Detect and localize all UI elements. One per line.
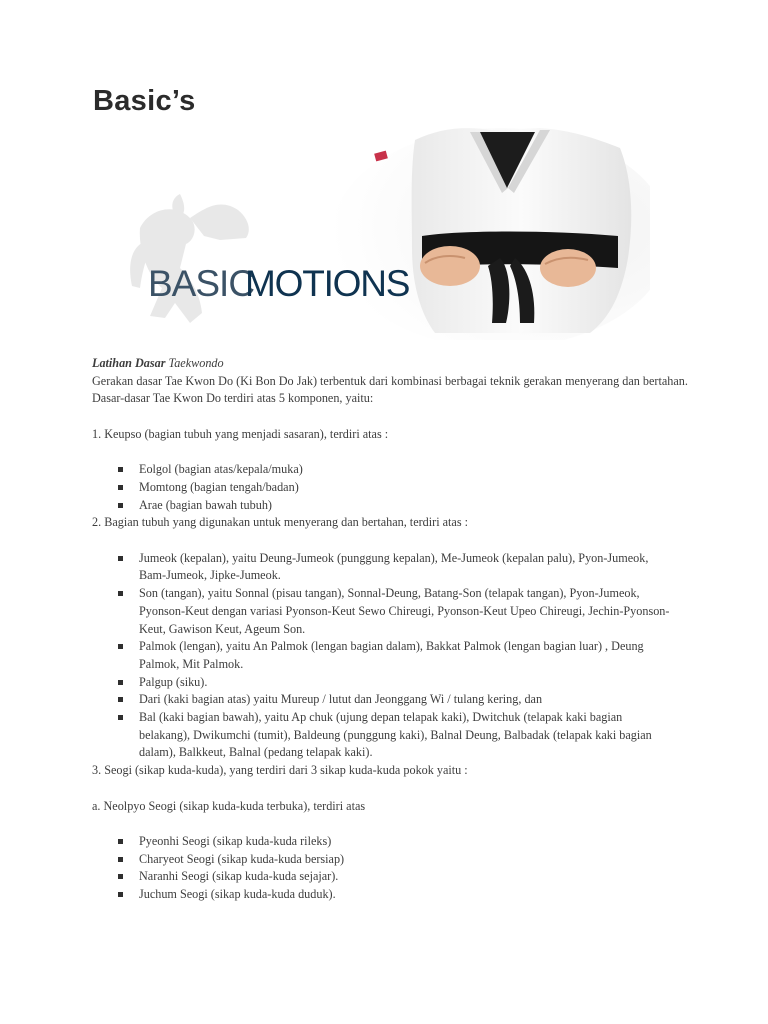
- section-heading: [92, 355, 692, 373]
- list-item: Palgup (siku).: [92, 674, 674, 692]
- page-title: Basic’s: [93, 85, 196, 117]
- point-1-list: [92, 461, 692, 514]
- banner-word-basic: BASIC: [148, 263, 255, 304]
- list-item: Juchum Seogi (sikap kuda-kuda duduk).: [92, 886, 674, 904]
- list-item: Arae (bagian bawah tubuh): [92, 497, 674, 515]
- bullet-square-icon: [118, 485, 123, 490]
- point-1: 1. Keupso (bagian tubuh yang menjadi sasaran), terdiri atas :: [92, 426, 389, 441]
- bullet-square-icon: [118, 715, 123, 720]
- point-3a: a. Neolpyo Seogi (sikap kuda-kuda terbuka), terdiri atas: [92, 798, 366, 813]
- list-item: Jumeok (kepalan), yaitu Deung-Jumeok (punggung kepalan), Me-Jumeok (kepalan palu), Pyon-Jumeok, Bam-Jumeok, Jipke-Jumeok.: [92, 550, 674, 585]
- list-item: Naranhi Seogi (sikap kuda-kuda sejajar).: [92, 868, 674, 886]
- bullet-square-icon: [118, 467, 123, 472]
- bullet-square-icon: [118, 503, 123, 508]
- list-item: Dari (kaki bagian atas) yaitu Mureup / lutut dan Jeonggang Wi / tulang kering, dan: [92, 691, 674, 709]
- bullet-square-icon: [118, 857, 123, 862]
- point-3: 3. Seogi (sikap kuda-kuda), yang terdiri dari 3 sikap kuda-kuda pokok yaitu :: [92, 763, 468, 778]
- point-2: 2. Bagian tubuh yang digunakan untuk menyerang dan bertahan, terdiri atas :: [92, 515, 469, 530]
- bullet-square-icon: [118, 839, 123, 844]
- point-2-list: [92, 550, 692, 762]
- list-item: Bal (kaki bagian bawah), yaitu Ap chuk (ujung depan telapak kaki), Dwitchuk (telapak kaki bagian belakang), Dwikumchi (tumit), Baldeung (punggung kaki), Balnal Deung, Balbadak (telapak kaki bagian dalam), Balkkeut, Balnal (pedang telapak kaki).: [92, 709, 674, 762]
- bullet-square-icon: [118, 644, 123, 649]
- bullet-square-icon: [118, 556, 123, 561]
- basic-motions-banner: [120, 118, 650, 340]
- bullet-square-icon: [118, 874, 123, 879]
- bullet-square-icon: [118, 591, 123, 596]
- list-item: Charyeot Seogi (sikap kuda-kuda bersiap): [92, 851, 674, 869]
- section-heading-rest: Taekwondo: [168, 356, 224, 370]
- list-item: Palmok (lengan), yaitu An Palmok (lengan bagian dalam), Bakkat Palmok (lengan bagian luar) , Deung Palmok, Mit Palmok.: [92, 638, 674, 673]
- intro-paragraph: Gerakan dasar Tae Kwon Do (Ki Bon Do Jak) terbentuk dari kombinasi berbagai teknik gerakan menyerang dan bertahan. Dasar-dasar Tae Kwon Do terdiri atas 5 komponen, yaitu:: [92, 373, 688, 406]
- list-item: Eolgol (bagian atas/kepala/muka): [92, 461, 674, 479]
- list-item: Son (tangan), yaitu Sonnal (pisau tangan), Sonnal-Deung, Batang-Son (telapak tangan), Pyon-Jumeok, Pyonson-Keut dengan variasi Pyonson-Keut Sewo Chireugi, Pyonson-Keut Upeo Chireugi, Jechin-Pyonson-Keut, Gawison Keut, Ageum Son.: [92, 585, 674, 638]
- banner-illustration: [120, 118, 650, 340]
- list-item: Pyeonhi Seogi (sikap kuda-kuda rileks): [92, 833, 674, 851]
- point-3a-list: [92, 833, 692, 904]
- bullet-square-icon: [118, 697, 123, 702]
- bullet-square-icon: [118, 680, 123, 685]
- section-heading-bold: Latihan Dasar: [92, 356, 166, 370]
- bullet-square-icon: [118, 892, 123, 897]
- banner-word-motions: MOTIONS: [245, 263, 410, 304]
- list-item: Momtong (bagian tengah/badan): [92, 479, 674, 497]
- article-body: [92, 355, 692, 904]
